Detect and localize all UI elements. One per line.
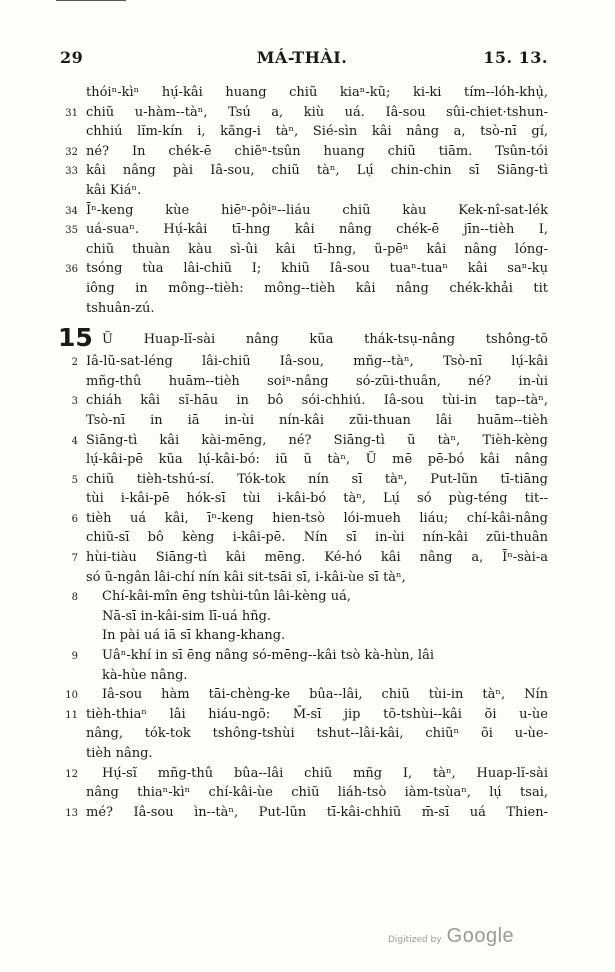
line-text: nâng, tók-tok tshông-tshùi tshut--lâi-kâi, chiũⁿ õi u-ùe- bbox=[86, 726, 548, 742]
line-text: mé? Iâ-sou ìn--tàⁿ, Put-lũn tī-kâi-chhiũ m̄-sī uá Thien- bbox=[86, 804, 548, 820]
line-text: hùi-tiàu Siāng-tì kâi mēng. Ké-hó kâi nâng a, Īⁿ-sài-a bbox=[86, 550, 548, 566]
line-text: só ũ-ngân lâi-chí nín kâi sit-tsāi sī, i-kâi-ùe sī tàⁿ, bbox=[86, 569, 406, 585]
line-text: tièh uá kâi, īⁿ-keng hien-tsò lói-mueh liáu; chí-kâi-nâng bbox=[86, 510, 548, 526]
text-line bbox=[56, 431, 548, 451]
text-line bbox=[56, 685, 548, 705]
line-text: chiũ-sī bô kèng i-kâi-pē. Nín sī in-ùi nín-kâi zũi-thuân bbox=[86, 530, 548, 546]
verse-number: 9 bbox=[71, 651, 78, 663]
chapter-start-line bbox=[56, 328, 548, 352]
text-line bbox=[56, 201, 548, 221]
text-line bbox=[56, 489, 548, 509]
line-text: Tsò-nī in iā in-ùi nín-kâi zũi-thuan lâi huām--tièh bbox=[86, 412, 548, 428]
line-text: Nā-sī in-kâi-sim lī-uá hñg. bbox=[102, 608, 272, 624]
verse-number: 35 bbox=[65, 225, 78, 237]
text-line bbox=[56, 220, 548, 240]
verse-number: 4 bbox=[71, 435, 78, 447]
text-line bbox=[56, 352, 548, 372]
line-text: Chí-kâi-mîn ēng tshùi-tûn lâi-kèng uá, bbox=[102, 589, 351, 605]
text-line bbox=[56, 509, 548, 529]
verse-number: 11 bbox=[65, 709, 78, 721]
line-text: Īⁿ-keng kùe hiēⁿ-pôiⁿ--liáu chiũ kàu Kek-nî-sat-lék bbox=[86, 202, 548, 218]
text-line bbox=[56, 240, 548, 260]
line-text: thóiⁿ-kìⁿ hụ́-kâi huang chiũ kiaⁿ-kũ; ki-ki tím--lóh-khụ̀, bbox=[86, 85, 548, 100]
verse-number: 12 bbox=[65, 768, 78, 780]
chapter-verse-ref: 15. 13. bbox=[483, 48, 548, 67]
scripture-text bbox=[56, 83, 548, 822]
verse-number: 34 bbox=[65, 205, 78, 217]
text-line bbox=[56, 646, 548, 666]
text-line bbox=[56, 372, 548, 392]
line-text: chiũ u-hàm--tàⁿ, Tsú a, kiù uá. Iâ-sou sûi-chiet·tshun- bbox=[86, 104, 548, 120]
text-line bbox=[56, 803, 548, 823]
text-line bbox=[56, 764, 548, 784]
line-text: Iâ-lũ-sat-léng lâi-chiũ Iâ-sou, mñg--tàⁿ, Tsò-nī lụ́-kâi bbox=[86, 354, 548, 370]
verse-number: 7 bbox=[71, 553, 78, 565]
line-text: né? In chék-ē chiẽⁿ-tsûn huang chiũ tiām. Tsûn-tói bbox=[86, 143, 548, 159]
top-rule bbox=[56, 0, 126, 1]
line-text: chiũ thuàn kàu sì-ûi kâi tī-hng, ũ-pēⁿ kâi nâng lóng- bbox=[86, 241, 548, 257]
verse-number: 5 bbox=[71, 474, 78, 486]
line-text: Siāng-tì kâi kài-mēng, né? Siāng-tì ũ tàⁿ, Tièh-kèng bbox=[86, 432, 548, 448]
verse-number: 13 bbox=[65, 807, 78, 819]
line-text: tshuân-zú. bbox=[86, 300, 155, 316]
verse-number: 2 bbox=[71, 357, 78, 369]
line-text: tièh nâng. bbox=[86, 746, 153, 761]
line-text: iông in mông--tièh: mông--tièh kâi nâng chék-khải tit bbox=[86, 280, 548, 296]
verse-number: 32 bbox=[65, 146, 78, 158]
text-line bbox=[56, 705, 548, 725]
text-line bbox=[56, 161, 548, 181]
text-line bbox=[56, 548, 548, 568]
paragraph-gap bbox=[56, 318, 548, 328]
text-line bbox=[56, 724, 548, 744]
verse-number: 10 bbox=[65, 690, 78, 702]
digitized-watermark bbox=[388, 925, 514, 948]
text-line bbox=[56, 528, 548, 548]
verse-number: 6 bbox=[71, 513, 78, 525]
verse-number: 8 bbox=[71, 592, 78, 604]
text-line bbox=[56, 411, 548, 431]
line-text: Ũ Huap-lĭ-sài nâng kũa thák-tsụ-nâng tshông-tŏ bbox=[102, 332, 548, 348]
line-text: mñg-thû huām--tièh soiⁿ-nâng só-zũi-thuân, né? in-ùi bbox=[86, 373, 548, 389]
text-line bbox=[56, 568, 548, 588]
text-line bbox=[56, 470, 548, 490]
text-line bbox=[56, 279, 548, 299]
line-text: nâng thiaⁿ-kìⁿ chí-kâi-ùe chiũ liáh-tsò iàm-tsùaⁿ, lụ́ tsai, bbox=[86, 785, 548, 801]
text-line bbox=[56, 83, 548, 103]
text-line bbox=[56, 744, 548, 764]
text-line bbox=[56, 181, 548, 201]
line-text: Iâ-sou hàm tāi-chèng-ke bûa--lâi, chiũ tùi-in tàⁿ, Nín bbox=[102, 687, 548, 703]
line-text: chhiú lĭm-kín i, kăng-i tàⁿ, Sié-sìn kâi nâng a, tsò-nī gí, bbox=[86, 124, 548, 140]
line-text: lụ́-kâi-pē kũa lụ́-kâi-bó: iũ ũ tàⁿ, Ũ mē pē-bó kâi nâng bbox=[86, 452, 548, 468]
line-text: tùi i-kâi-pē hók-sī tùi i-kâi-bó tàⁿ, Lụ́ só pùg-téng tit-- bbox=[86, 491, 548, 507]
line-text: uá-suaⁿ. Hụ́-kâi tī-hng kâi nâng chék-ē jīn--tièh I, bbox=[86, 222, 548, 238]
text-line bbox=[56, 259, 548, 279]
verse-number: 31 bbox=[65, 107, 78, 119]
text-line bbox=[56, 299, 548, 319]
book-title: MÁ-THÀI. bbox=[256, 48, 348, 67]
digitized-by-label: Digitized by bbox=[388, 935, 442, 945]
page-number: 29 bbox=[60, 48, 84, 67]
text-line bbox=[56, 103, 548, 123]
google-logo: Google bbox=[446, 925, 515, 947]
verse-number: 3 bbox=[71, 396, 78, 408]
text-line bbox=[56, 122, 548, 142]
line-text: tsóng tùa lâi-chiũ I; khiũ Iâ-sou tuaⁿ-tuaⁿ kâi saⁿ-kụ bbox=[86, 261, 548, 277]
line-text: chiáh kâi sĭ-hāu in bô sói-chhiú. Iâ-sou tùi-in tap--tàⁿ, bbox=[86, 393, 548, 409]
text-line bbox=[56, 450, 548, 470]
text-line bbox=[56, 783, 548, 803]
line-text: kà-hùe nâng. bbox=[102, 667, 188, 683]
line-text: Hụ́-sĩ mñg-thû bûa--lâi chiũ mñg I, tàⁿ, Huap-lĭ-sài bbox=[102, 765, 548, 781]
text-line bbox=[56, 587, 548, 607]
verse-number: 33 bbox=[65, 166, 78, 178]
text-line bbox=[56, 142, 548, 162]
line-text: In pài uá iā sī khang-khang. bbox=[102, 628, 286, 644]
line-text: kâi nâng pài Iâ-sou, chiũ tàⁿ, Lụ́ chin-chin sī Siāng-tì bbox=[86, 163, 548, 179]
line-text: tièh-thiaⁿ lâi hiáu-ngõ: M̄-sī jip tõ-tshùi--kâi õi u-ùe bbox=[86, 706, 548, 722]
line-text: chiũ tièh-tshú-sí. Tók-tok nín sī tàⁿ, Put-lũn tī-tiāng bbox=[86, 471, 548, 487]
text-line bbox=[56, 607, 548, 627]
line-text: Uâⁿ-khí in sī ēng nâng só-mēng--kâi tsò kà-hùn, lâi bbox=[102, 648, 434, 664]
verse-number: 36 bbox=[65, 264, 78, 276]
line-text: kâi Kiáⁿ. bbox=[86, 182, 142, 198]
text-line bbox=[56, 391, 548, 411]
text-line bbox=[56, 666, 548, 686]
text-line bbox=[56, 626, 548, 646]
chapter-number: 15 bbox=[58, 328, 93, 353]
